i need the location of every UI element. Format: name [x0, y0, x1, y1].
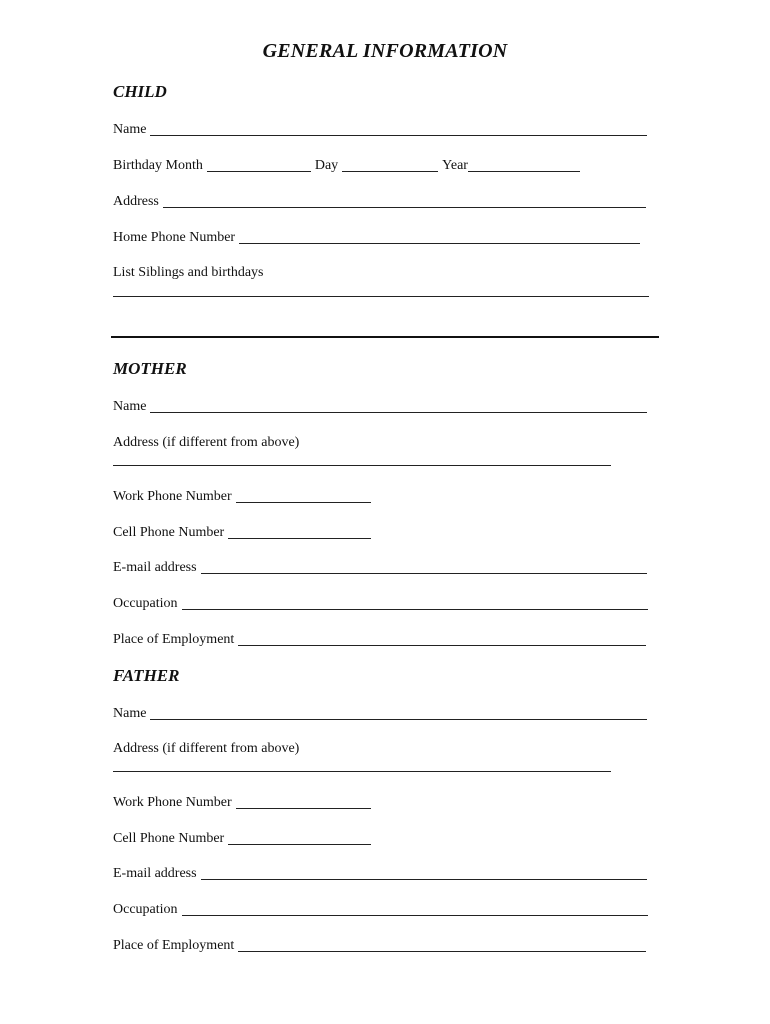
birthday-month-field[interactable] [207, 157, 311, 172]
home-phone-field[interactable] [239, 229, 640, 244]
child-name-row [113, 118, 647, 138]
father-email-row [113, 862, 647, 882]
mother-email-label: E-mail address [113, 560, 197, 575]
mother-employment-label: Place of Employment [113, 632, 235, 647]
child-heading: CHILD [113, 82, 167, 101]
father-name-field[interactable] [150, 705, 647, 720]
section-divider [111, 336, 659, 338]
mother-occupation-field[interactable] [182, 595, 648, 610]
mother-employment-field[interactable] [238, 631, 646, 646]
child-home-phone-row [113, 226, 640, 246]
father-email-label: E-mail address [113, 866, 197, 881]
mother-cell-phone-field[interactable] [228, 524, 371, 539]
mother-employment-row [113, 628, 646, 648]
father-employment-field[interactable] [238, 937, 646, 952]
mother-email-field[interactable] [201, 559, 647, 574]
child-address-label: Address [113, 194, 159, 209]
father-work-phone-label: Work Phone Number [113, 795, 232, 810]
mother-occupation-row [113, 592, 648, 612]
mother-address-label: Address (if different from above) [113, 435, 300, 450]
child-address-row [113, 190, 646, 210]
child-address-field[interactable] [163, 193, 646, 208]
birthday-day-label: Day [314, 158, 339, 173]
birthday-month-label: Birthday Month [113, 158, 203, 173]
child-birthday-row [113, 154, 580, 174]
birthday-year-label: Year [442, 158, 468, 173]
father-address-field[interactable] [113, 771, 611, 772]
father-cell-phone-field[interactable] [228, 830, 371, 845]
mother-heading: MOTHER [113, 359, 187, 378]
child-name-field[interactable] [150, 121, 647, 136]
mother-name-row [113, 395, 647, 415]
page-title: GENERAL INFORMATION [262, 40, 508, 62]
mother-occupation-label: Occupation [113, 596, 178, 611]
father-occupation-label: Occupation [113, 902, 178, 917]
mother-work-phone-label: Work Phone Number [113, 489, 232, 504]
mother-cell-phone-row [113, 521, 371, 541]
birthday-year-field[interactable] [468, 157, 580, 172]
mother-work-phone-field[interactable] [236, 488, 371, 503]
father-cell-phone-row [113, 827, 371, 847]
mother-address-field[interactable] [113, 465, 611, 466]
father-heading: FATHER [113, 666, 180, 685]
father-cell-phone-label: Cell Phone Number [113, 831, 225, 846]
child-siblings-row [113, 261, 264, 281]
father-address-label: Address (if different from above) [113, 741, 300, 756]
father-email-field[interactable] [201, 865, 647, 880]
father-name-label: Name [113, 706, 147, 721]
birthday-day-field[interactable] [342, 157, 438, 172]
mother-work-phone-row [113, 485, 371, 505]
mother-email-row [113, 556, 647, 576]
siblings-label: List Siblings and birthdays [113, 265, 264, 280]
mother-name-label: Name [113, 399, 147, 414]
father-work-phone-field[interactable] [236, 794, 371, 809]
home-phone-label: Home Phone Number [113, 230, 236, 245]
siblings-field[interactable] [113, 296, 649, 297]
father-employment-row [113, 934, 646, 954]
father-employment-label: Place of Employment [113, 938, 235, 953]
father-work-phone-row [113, 791, 371, 811]
child-name-label: Name [113, 122, 147, 137]
mother-name-field[interactable] [150, 398, 647, 413]
father-occupation-field[interactable] [182, 901, 648, 916]
father-name-row [113, 702, 647, 722]
father-occupation-row [113, 898, 648, 918]
mother-address-row [113, 431, 299, 451]
mother-cell-phone-label: Cell Phone Number [113, 525, 225, 540]
father-address-row [113, 737, 299, 757]
